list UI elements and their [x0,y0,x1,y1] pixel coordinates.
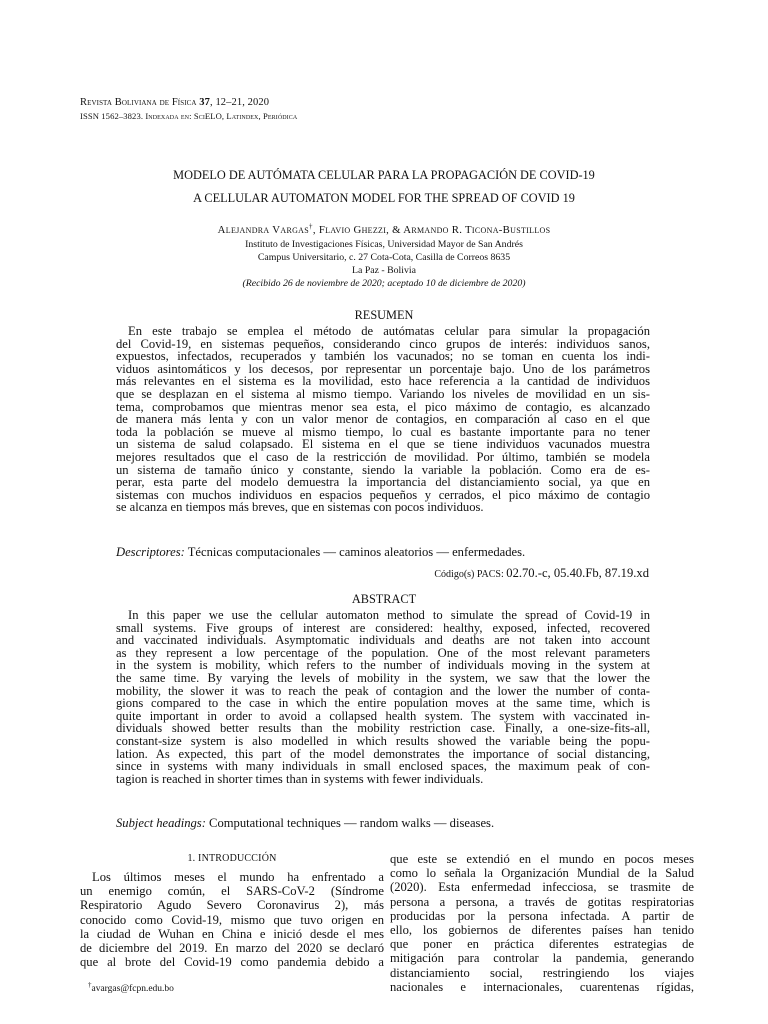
title-spanish: MODELO DE AUTÓMATA CELULAR PARA LA PROPAGACIÓN DE COVID-19 [173,168,595,182]
intro-line: persona a persona, a través de gotitas respiratorias [390,894,694,909]
resumen-line: toda la población se mueve al mismo tiempo, lo cual es bastante importante para no tener [116,424,650,439]
intro-line: como lo señala la Organización Mundial de la Salud [390,866,694,881]
intro-line: Respiratorio Agudo Severo Coronavirus 2), más [80,898,384,913]
intro-line: un enemigo común, el SARS-CoV-2 (Síndrome [80,884,384,899]
author-email-footnote [88,980,174,994]
abstract-line: constant-size system is also modelled in which results showed the variable being the popu- [116,733,650,748]
abstract-line: since in systems with many individuals in small enclosed spaces, the maximum peak of con- [116,759,650,774]
resumen-body [116,325,650,514]
resumen-line: del Covid-19, en sistemas pequeños, considerando cinco grupos de interés: individuos sanos, [116,336,650,351]
volume-number: 37 [199,97,210,108]
intro-line: que poner en práctica diferentes estrategias de [390,937,694,952]
intro-line: distanciamiento social, restringiendo los viajes [390,965,694,980]
abstract-line: small systems. Five groups of interest are considered: healthy, exposed, infected, recovered [116,620,650,635]
intro-line: nacionales e internacionales, cuarentenas rígidas, [390,979,694,994]
resumen-line: de manera más lenta y con un valor menor de contagios, en comparación al caso en el que [116,412,650,427]
abstract-line: the same time. By varying the levels of mobility in the system, we saw that the lower the [116,670,650,685]
abstract-line: lation. As expected, this part of the model demonstrates the importance of social distancing, [116,746,650,761]
resumen-line: un sistema de salud colapsado. El sistema en el que se tiene individuos vacunados muestra [116,437,650,452]
abstract-line: gions compared to the case in which the entire population moves at the same time, which is [116,696,650,711]
resumen-line: un sistema de tamaño único y constante, siendo la variable la población. Como era de es- [116,462,650,477]
resumen-line: tema, comprobamos que mientras menor sea esta, el pico máximo de contagio, es alcanzado [116,399,650,414]
subject-headings: Subject headings: Computational techniques — random walks — diseases. [116,816,495,830]
intro-line: que al brote del Covid-19 como pandemia debido a [80,955,384,970]
affiliation-address: Campus Universitario, c. 27 Cota-Cota, Casilla de Correos 8635 [257,252,511,263]
abstract-line: mobility, the slower it was to reach the peak of contagion and the lower the number of conta- [116,683,650,698]
affiliation-city: La Paz - Bolivia [352,265,416,276]
intro-line: de diciembre del 2019. En marzo del 2020 se declaró [80,940,384,955]
journal-citation: Revista Boliviana de Física 37, 12–21, 2020 [80,97,270,108]
intro-line: la ciudad de Wuhan en China e inició desde el mes [80,926,384,941]
author-email: avargas@fcpn.edu.bo [91,984,174,994]
intro-right-column [390,852,694,994]
resumen-line: se alcanza en tiempos más breves, que en sistemas con pocos individuos. [116,500,484,515]
intro-line: conocido como Covid-19, mismo que tuvo origen en [80,912,384,927]
abstract-line: tagion is reached in shorter times than in systems with fewer individuals. [116,771,484,786]
abstract-body [116,609,650,785]
abstract-line: and vaccinated individuals. Asymptomatic individuals and deaths are not taken into account [116,633,650,648]
resumen-heading: RESUMEN [354,308,414,322]
resumen-line: más relevantes en el sistema es la movilidad, esto hace referencia a la cantidad de individuos [116,374,650,389]
abstract-line: as they represent a low percentage of the population. One of the most relevant parameters [116,645,650,660]
abstract-line: In this paper we use the cellular automaton method to simulate the spread of Covid-19 in [128,608,650,622]
intro-line: producidas por la persona infectada. A partir de [390,908,694,923]
abstract-line: in the system is mobility, which refers to the number of individuals moving in the system at [116,658,650,673]
resumen-line: expuestos, infectados, recuperados y también los vacunados; no se toman en cuenta los indi- [116,349,650,364]
author-list: Alejandra Vargas†, Flavio Ghezzi, & Armando R. Ticona-Bustillos [217,222,551,236]
intro-line: (2020). Esta enfermedad infecciosa, se trasmite de [390,880,694,895]
abstract-line: dividuals showed better results than the mobility restriction case. Finally, a one-size-fits-all, [116,721,650,736]
title-english: A CELLULAR AUTOMATON MODEL FOR THE SPREAD OF COVID 19 [193,191,575,205]
pacs-codes: Código(s) PACS: 02.70.-c, 05.40.Fb, 87.19.xd [434,566,649,580]
abstract-line: quite important in order to avoid a collapsed health system. The system with vaccinated in- [116,708,650,723]
footnote-marker: † [88,980,92,989]
introduction-heading: 1. INTRODUCCIÓN [187,853,277,864]
intro-left-column [80,870,384,969]
resumen-line: En este trabajo se emplea el método de autómatas celular para simular la propagación [128,324,650,338]
resumen-line: que se desplazan en el sistema al mismo tiempo. Variando los niveles de movilidad en un sis- [116,386,650,401]
footnote-marker: † [309,222,313,231]
intro-line: Los últimos meses el mundo ha enfrentado a [92,870,384,884]
intro-line: mitigación para controlar la pandemia, generando [390,951,694,966]
received-dates: (Recibido 26 de noviembre de 2020; aceptado 10 de diciembre de 2020) [242,278,526,289]
descriptors: Descriptores: Técnicas computacionales — caminos aleatorios — enfermedades. [116,545,526,559]
intro-line: que este se extendió en el mundo en pocos meses [390,852,694,866]
intro-line: ello, los gobiernos de diferentes países han tenido [390,922,694,937]
resumen-line: sistemas con muchos individuos en espacios pequeños y cerrados, el pico máximo de contagio [116,487,650,502]
resumen-line: perar, esta parte del modelo demuestra la importancia del distanciamiento social, ya que en [116,475,650,490]
resumen-line: viduos asintomáticos y los decesos, por representar un porcentaje bajo. Uno de los parámetros [116,361,650,376]
affiliation-institute: Instituto de Investigaciones Físicas, Universidad Mayor de San Andrés [245,239,523,250]
resumen-line: mejores resultados que el caso de la restricción de movilidad. Por último, también se modela [116,449,650,464]
abstract-heading: ABSTRACT [351,592,417,606]
issn-line: ISSN 1562–3823. Indexada en: SciELO, Latindex, Periódica [80,111,298,121]
